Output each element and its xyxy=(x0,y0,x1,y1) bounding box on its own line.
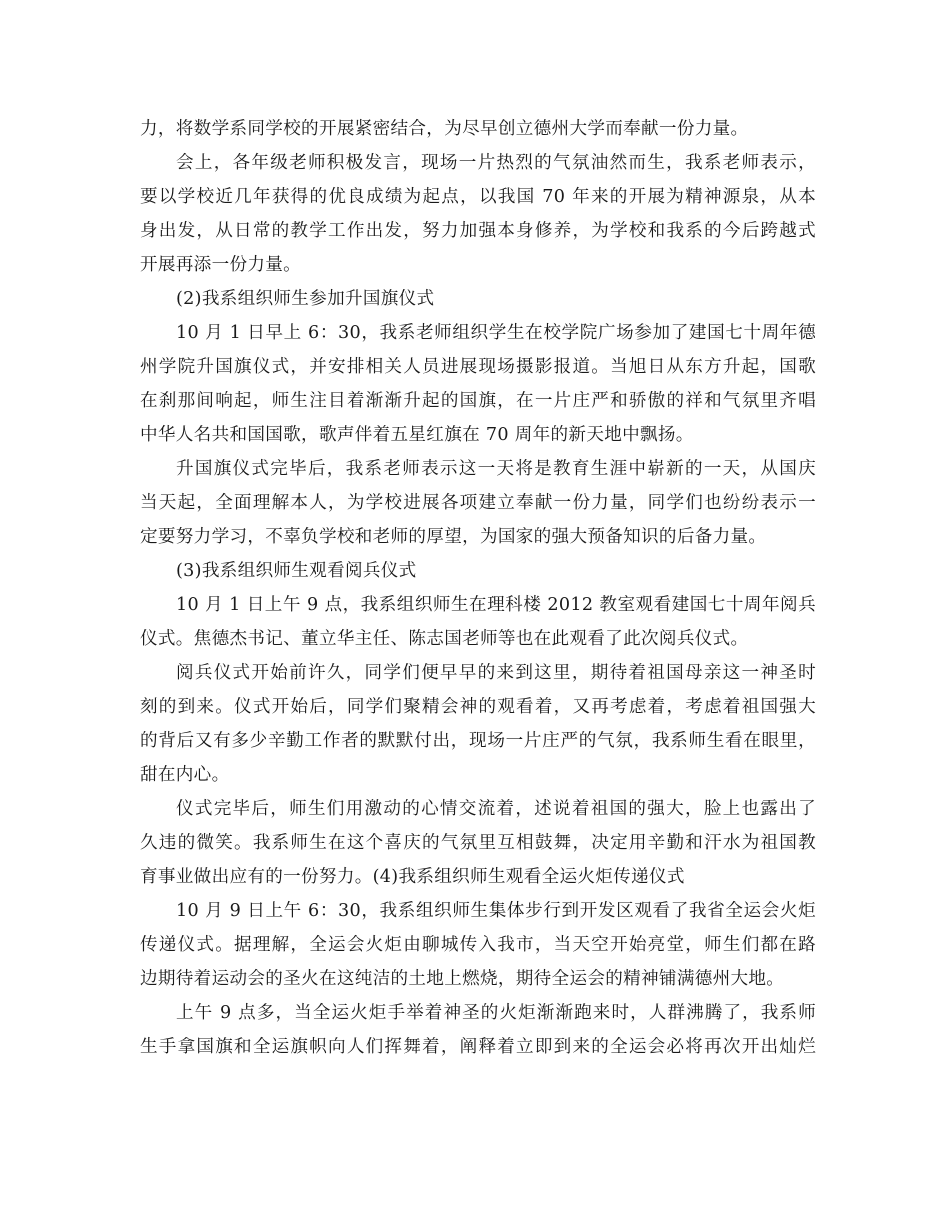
text-line: (3)我系组织师生观看阅兵仪式 xyxy=(176,561,417,581)
text-line: 阅兵仪式开始前许久，同学们便早早的来到这里，期待着祖国母亲这一神圣时 xyxy=(176,663,816,683)
text-line: 开展再添一份力量。 xyxy=(140,255,302,275)
text-line: 要以学校近几年获得的优良成绩为起点，以我国 70 年来的开展为精神源泉，从本 xyxy=(140,187,816,207)
text-line: 传递仪式。据理解，全运会火炬由聊城传入我市，当天空开始亮堂，师生们都在路 xyxy=(140,935,816,955)
text-line: (2)我系组织师生参加升国旗仪式 xyxy=(176,289,435,309)
text-line: 身出发，从日常的教学工作出发，努力加强本身修养，为学校和我系的今后跨越式 xyxy=(140,221,816,241)
text-line: 当天起，全面理解本人，为学校进展各项建立奉献一份力量，同学们也纷纷表示一 xyxy=(140,493,816,513)
text-line: 仪式。焦德杰书记、董立华主任、陈志国老师等也在此观看了此次阅兵仪式。 xyxy=(140,629,749,649)
text-line: 力，将数学系同学校的开展紧密结合，为尽早创立德州大学而奉献一份力量。 xyxy=(140,119,749,139)
text-line: 定要努力学习，不辜负学校和老师的厚望，为国家的强大预备知识的后备力量。 xyxy=(140,527,767,547)
text-line: 会上，各年级老师积极发言，现场一片热烈的气氛油然而生，我系老师表示， xyxy=(176,153,816,173)
text-line: 边期待着运动会的圣火在这纯洁的土地上燃烧，期待全运会的精神铺满德州大地。 xyxy=(140,969,785,989)
text-line: 在刹那间响起，师生注目着渐渐升起的国旗，在一片庄严和骄傲的祥和气氛里齐唱 xyxy=(140,391,816,411)
text-line: 久违的微笑。我系师生在这个喜庆的气氛里互相鼓舞，决定用辛勤和汗水为祖国教 xyxy=(140,833,816,853)
text-line: 上午 9 点多，当全运火炬手举着神圣的火炬渐渐跑来时，人群沸腾了，我系师 xyxy=(176,1003,816,1023)
document-page xyxy=(140,112,816,1064)
text-line: 生手拿国旗和全运旗帜向人们挥舞着，阐释着立即到来的全运会必将再次开出灿烂 xyxy=(140,1037,816,1057)
text-line: 10 月 9 日上午 6：30，我系组织师生集体步行到开发区观看了我省全运会火炬 xyxy=(176,901,816,921)
text-line: 州学院升国旗仪式，并安排相关人员进展现场摄影报道。当旭日从东方升起，国歌 xyxy=(140,357,816,377)
text-line: 刻的到来。仪式开始后，同学们聚精会神的观看着，又再考虑着，考虑着祖国强大 xyxy=(140,697,816,717)
text-line: 育事业做出应有的一份努力。(4)我系组织师生观看全运火炬传递仪式 xyxy=(140,867,685,887)
text-line: 10 月 1 日早上 6：30，我系老师组织学生在校学院广场参加了建国七十周年德 xyxy=(176,323,816,343)
text-line: 10 月 1 日上午 9 点，我系组织师生在理科楼 2012 教室观看建国七十周年阅兵 xyxy=(176,595,816,615)
text-line: 中华人名共和国国歌，歌声伴着五星红旗在 70 周年的新天地中飘扬。 xyxy=(140,425,694,445)
text-line: 仪式完毕后，师生们用激动的心情交流着，述说着祖国的强大，脸上也露出了 xyxy=(176,799,816,819)
text-line: 的背后又有多少辛勤工作者的默默付出，现场一片庄严的气氛，我系师生看在眼里， xyxy=(140,731,816,751)
text-line: 甜在内心。 xyxy=(140,765,230,785)
text-line: 升国旗仪式完毕后，我系老师表示这一天将是教育生涯中崭新的一天，从国庆 xyxy=(176,459,816,479)
